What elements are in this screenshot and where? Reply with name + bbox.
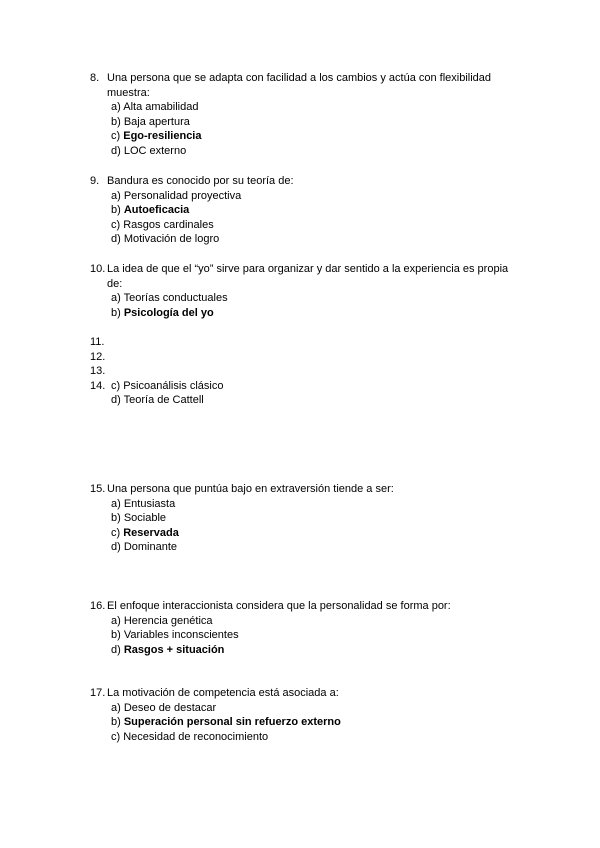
option-b-correct: b) Psicología del yo xyxy=(111,306,214,319)
option-b: b) Variables inconscientes xyxy=(111,629,239,642)
option-c-correct: c) Ego-resiliencia xyxy=(111,130,202,143)
question-stem: La idea de que el “yo” sirve para organizar y dar sentido a la experiencia es propia xyxy=(107,263,509,275)
option-d: d) LOC externo xyxy=(111,144,187,157)
question-stem-continued: muestra: xyxy=(107,86,150,99)
question-17 xyxy=(90,686,530,744)
question-number-11: 11. xyxy=(90,336,105,348)
option-a: a) Alta amabilidad xyxy=(111,101,199,114)
option-d: d) Dominante xyxy=(111,541,178,554)
question-list-11-14 xyxy=(90,335,530,408)
option-b: b) Baja apertura xyxy=(111,115,190,128)
option-b-correct: b) Autoeficacia xyxy=(111,204,190,217)
option-a: a) Deseo de destacar xyxy=(111,701,217,714)
question-stem: Una persona que puntúa bajo en extraversión tiende a ser: xyxy=(107,483,394,495)
question-number: 9. xyxy=(90,175,100,187)
question-number-13: 13. xyxy=(90,365,106,378)
option-b: b) Sociable xyxy=(111,512,167,525)
question-stem: El enfoque interaccionista considera que la personalidad se forma por: xyxy=(107,600,451,612)
option-d: d) Teoría de Cattell xyxy=(111,394,204,407)
question-number: 17. xyxy=(90,687,106,699)
question-15 xyxy=(90,482,530,555)
option-c-correct: c) Reservada xyxy=(111,526,179,539)
option-a: a) Teorías conductuales xyxy=(111,292,228,305)
question-number: 10. xyxy=(90,263,106,275)
option-d: d) Motivación de logro xyxy=(111,233,220,246)
question-10 xyxy=(90,262,530,320)
question-16 xyxy=(90,599,530,657)
question-number: 14. xyxy=(90,379,106,392)
question-number: 15. xyxy=(90,483,106,495)
question-14 xyxy=(90,379,530,394)
question-stem: Bandura es conocido por su teoría de: xyxy=(107,175,294,187)
option-c: c) Necesidad de reconocimiento xyxy=(111,730,269,743)
option-b-correct: b) Superación personal sin refuerzo externo xyxy=(111,716,341,729)
question-8 xyxy=(90,71,530,159)
question-9 xyxy=(90,174,530,247)
question-number: 8. xyxy=(90,72,100,84)
option-a: a) Entusiasta xyxy=(111,497,176,510)
option-c: c) Psicoanálisis clásico xyxy=(111,379,224,392)
option-d-correct: d) Rasgos + situación xyxy=(111,643,225,656)
question-number: 16. xyxy=(90,600,106,612)
question-stem-continued: de: xyxy=(107,277,123,290)
option-c: c) Rasgos cardinales xyxy=(111,218,214,231)
question-stem: La motivación de competencia está asociada a: xyxy=(107,687,339,699)
question-stem: Una persona que se adapta con facilidad a los cambios y actúa con flexibilidad xyxy=(107,72,492,84)
option-a: a) Personalidad proyectiva xyxy=(111,189,242,202)
option-a: a) Herencia genética xyxy=(111,614,213,627)
question-number-12: 12. xyxy=(90,350,106,363)
